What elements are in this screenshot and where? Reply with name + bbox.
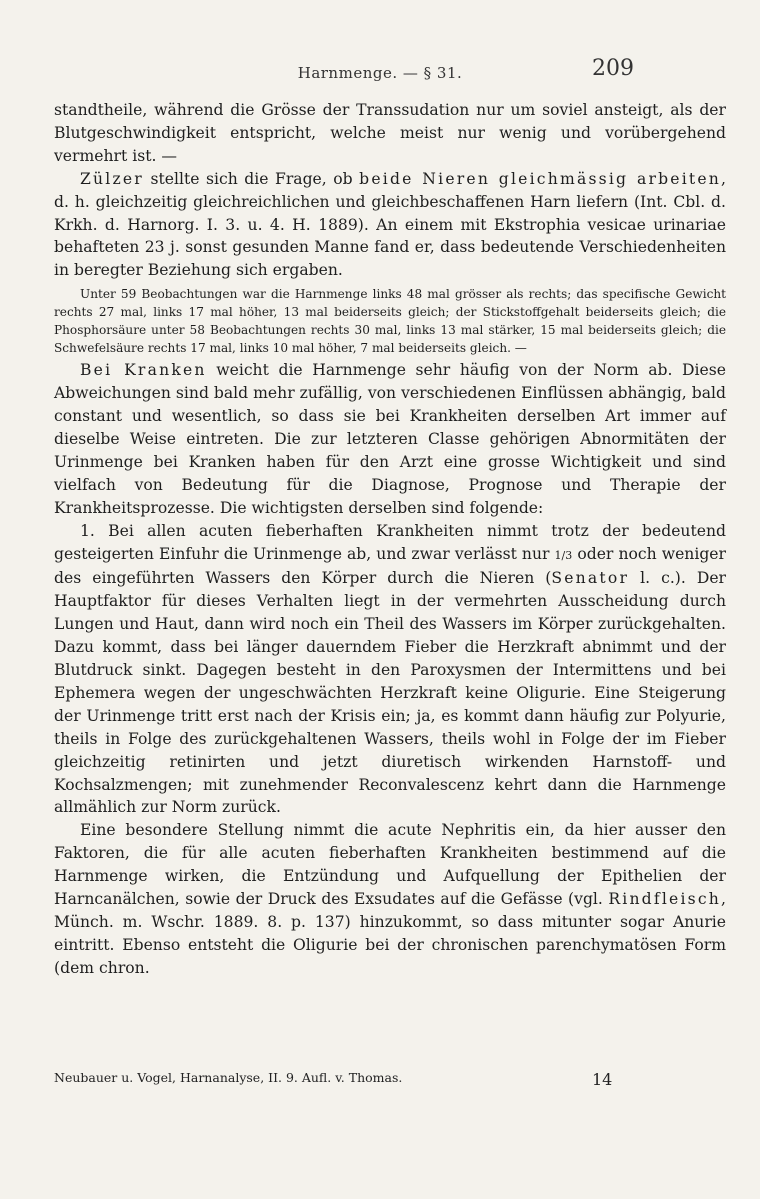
footer [54, 1070, 726, 1089]
paragraph-2-text-b: , d. h. gleichzeitig gleichreichlichen und gleichbeschaffenen Harn liefern (Int. Cbl. d. Krkh. d. Harnorg. I. 3. u. 4. H. 1889). An einem mit Ekstrophia vesicae urinariae behafteten 23 j. sonst gesunden Manne fand er, dass bedeutende Verschiedenheiten in beregter Beziehung sich ergaben. [54, 169, 726, 280]
paragraph-1: standtheile, während die Grösse der Transsudation nur um soviel ansteigt, als der Blutgeschwindigkeit entspricht, welche meist nur wenig und vorübergehend vermehrt ist. — [54, 101, 726, 165]
author-name: Zülzer [80, 169, 144, 188]
paragraph-2-text-a: stellte sich die Frage, ob [143, 169, 360, 188]
paragraph-4-text-c: l. c.). Der Hauptfaktor für dieses Verhalten liegt in der vermehrten Ausscheidung durch Lungen und Haut, dann wird noch ein Theil des Wassers im Körper zurückgehalten. Dazu kommt, dass bei länger dauerndem Fieber die Herzkraft abnimmt und der Blutdruck sinkt. Dagegen besteht in den Paroxysmen der Intermittens und bei Ephemera wegen der ungeschwächten Herzkraft keine Oligurie. Eine Steigerung der Urinmenge tritt erst nach der Krisis ein; ja, es kommt dann häufig zur Polyurie, theils in Folge des zurückgehaltenen Wassers, theils wohl in Folge der im Fieber gleichzeitig retinirten und jetzt diuretisch wirkenden Harnstoff- und Kochsalzmengen; mit zunehmender Reconvalescenz kehrt dann die Harnmenge allmählich zur Norm zurück. [54, 569, 727, 817]
running-head: Harnmenge. — § 31. [297, 64, 463, 82]
emphasis-lead: Bei Kranken [80, 361, 207, 380]
imprint-line: Neubauer u. Vogel, Harnanalyse, II. 9. Aufl. v. Thomas. [54, 1070, 403, 1085]
paragraph-5-text-b: , Münch. m. Wschr. 1889. 8. p. 137) hinzukommt, so dass mitunter sogar Anurie eintritt. Ebenso entsteht die Oligurie bei der chronischen parenchymatösen Form (dem chron. [54, 890, 726, 977]
small-print-note: Unter 59 Beobachtungen war die Harnmenge links 48 mal grösser als rechts; das specifische Gewicht rechts 27 mal, links 17 mal höher, 13 mal beiderseits gleich; der Stickstoffgehalt beiderseits gleich; die Phosphorsäure unter 58 Beobachtungen rechts 30 mal, links 13 mal stärker, 15 mal beiderseits gleich; die Schwefelsäure rechts 17 mal, links 10 mal höher, 7 mal beiderseits gleich. — [54, 287, 726, 356]
author-name: Senator [551, 569, 630, 588]
paragraph-4 [54, 520, 726, 820]
paragraph-5-text-a: Eine besondere Stellung nimmt die acute Nephritis ein, da hier ausser den Faktoren, die für alle acuten fieberhaften Krankheiten bestimmend auf die Harnmenge wirken, die Entzündung und Aufquellung der Epithelien der Harncanälchen, sowie der Druck des Exsudates auf die Gefässe (vgl. [54, 821, 726, 909]
body-text [54, 99, 726, 980]
author-name: Rindfleisch [608, 890, 722, 909]
fraction: 1/3 [554, 548, 573, 562]
paragraph-4-text-a: 1. Bei allen acuten fieberhaften Krankheiten nimmt trotz der bedeutend gesteigerten Einfuhr die Urinmenge ab, und zwar verlässt nur [54, 521, 726, 563]
page-number: 209 [592, 56, 634, 81]
paragraph-3-text: weicht die Harnmenge sehr häufig von der Norm ab. Diese Abweichungen sind bald mehr zufällig, von verschiedenen Einflüssen abhängig, bald constant und wesentlich, so dass sie bei Krankheiten derselben Art immer auf dieselbe Weise eintreten. Die zur letzteren Classe gehörigen Abnormitäten der Urinmenge bei Kranken haben für den Arzt eine grosse Wichtigkeit und sind vielfach von Bedeutung für die Diagnose, Prognose und Therapie der Krankheitsprozesse. Die wichtigsten derselben sind folgende: [54, 361, 726, 517]
emphasis-text: beide Nieren gleichmässig arbeiten [359, 169, 722, 188]
paragraph-2 [54, 168, 726, 283]
paragraph-3 [54, 359, 726, 519]
paragraph-4-text-b: oder noch weniger des eingeführten Wassers den Körper durch die Nieren ( [54, 544, 726, 588]
paragraph-5 [54, 819, 726, 979]
signature-mark: 14 [592, 1070, 613, 1089]
